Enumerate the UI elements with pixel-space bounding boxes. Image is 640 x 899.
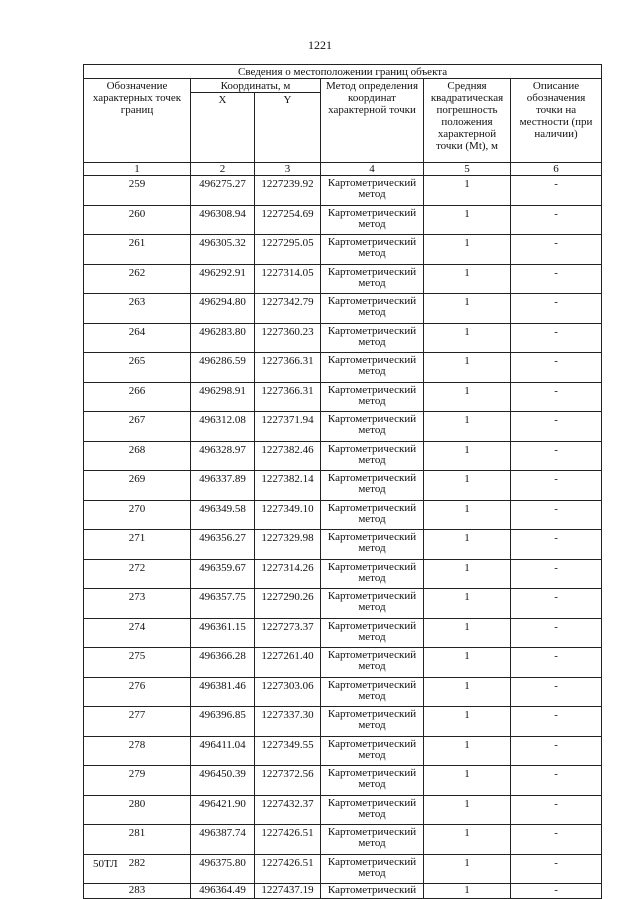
table-row [84,648,602,678]
cell-x: 496275.27 [191,176,255,206]
table-row [84,795,602,825]
table-row [84,471,602,501]
cell-x: 496375.80 [191,854,255,884]
cell-error: 1 [424,235,511,265]
cell-y: 1227371.94 [255,412,321,442]
table-row [84,176,602,206]
cell-error: 1 [424,736,511,766]
cell-description: - [511,471,602,501]
cell-point: 260 [84,205,191,235]
table-row [84,205,602,235]
cell-y: 1227426.51 [255,854,321,884]
cell-x: 496298.91 [191,382,255,412]
cell-description: - [511,677,602,707]
cell-point: 262 [84,264,191,294]
table-row [84,825,602,855]
cell-point: 267 [84,412,191,442]
cell-point: 261 [84,235,191,265]
cell-y: 1227426.51 [255,825,321,855]
cell-method: Картометрический метод [321,677,424,707]
cell-x: 496381.46 [191,677,255,707]
cell-description: - [511,235,602,265]
header-designation: Обозначение характерных точек границ [84,79,191,163]
cell-error: 1 [424,707,511,737]
cell-point: 268 [84,441,191,471]
cell-error: 1 [424,795,511,825]
cell-point: 264 [84,323,191,353]
table-row [84,323,602,353]
cell-x: 496364.49 [191,884,255,899]
cell-error: 1 [424,530,511,560]
footer-code: 50ТЛ [93,858,118,870]
cell-x: 496361.15 [191,618,255,648]
cell-x: 496337.89 [191,471,255,501]
cell-point: 276 [84,677,191,707]
cell-error: 1 [424,648,511,678]
header-y: Y [255,93,321,163]
cell-point: 277 [84,707,191,737]
cell-description: - [511,294,602,324]
cell-description: - [511,884,602,899]
cell-method: Картометрический метод [321,294,424,324]
column-number: 6 [511,163,602,176]
cell-method: Картометрический метод [321,471,424,501]
cell-method: Картометрический метод [321,264,424,294]
cell-y: 1227273.37 [255,618,321,648]
cell-x: 496312.08 [191,412,255,442]
cell-description: - [511,176,602,206]
cell-y: 1227329.98 [255,530,321,560]
table-row [84,854,602,884]
cell-method: Картометрический метод [321,854,424,884]
table-row [84,530,602,560]
cell-y: 1227303.06 [255,677,321,707]
cell-error: 1 [424,559,511,589]
table-row [84,559,602,589]
cell-error: 1 [424,382,511,412]
cell-description: - [511,382,602,412]
cell-description: - [511,736,602,766]
cell-method: Картометрический метод [321,766,424,796]
header-description: Описание обозначения точки на местности (при наличии) [511,79,602,163]
cell-y: 1227337.30 [255,707,321,737]
cell-y: 1227432.37 [255,795,321,825]
cell-y: 1227382.46 [255,441,321,471]
table-row [84,412,602,442]
cell-point: 282 [84,854,191,884]
cell-x: 496359.67 [191,559,255,589]
cell-description: - [511,589,602,619]
cell-x: 496356.27 [191,530,255,560]
column-number: 3 [255,163,321,176]
boundary-points-table [83,64,602,899]
cell-description: - [511,530,602,560]
cell-point: 281 [84,825,191,855]
cell-y: 1227366.31 [255,353,321,383]
cell-point: 263 [84,294,191,324]
cell-point: 270 [84,500,191,530]
column-number: 1 [84,163,191,176]
cell-y: 1227382.14 [255,471,321,501]
cell-point: 259 [84,176,191,206]
cell-description: - [511,205,602,235]
cell-x: 496349.58 [191,500,255,530]
cell-point: 280 [84,795,191,825]
cell-description: - [511,500,602,530]
cell-x: 496328.97 [191,441,255,471]
cell-y: 1227314.26 [255,559,321,589]
cell-y: 1227314.05 [255,264,321,294]
header-row [84,79,602,93]
cell-x: 496308.94 [191,205,255,235]
cell-error: 1 [424,677,511,707]
cell-point: 265 [84,353,191,383]
cell-error: 1 [424,294,511,324]
cell-y: 1227261.40 [255,648,321,678]
cell-method: Картометрический метод [321,530,424,560]
table-title-row [84,65,602,79]
cell-y: 1227349.10 [255,500,321,530]
page-number: 1221 [308,38,332,52]
table-row [84,884,602,899]
cell-method: Картометрический метод [321,795,424,825]
cell-point: 271 [84,530,191,560]
cell-description: - [511,618,602,648]
cell-method: Картометрический метод [321,353,424,383]
cell-point: 272 [84,559,191,589]
cell-error: 1 [424,825,511,855]
table-row [84,707,602,737]
table-row [84,264,602,294]
cell-description: - [511,795,602,825]
cell-description: - [511,412,602,442]
table-row [84,766,602,796]
column-number-row [84,163,602,176]
table-row [84,736,602,766]
cell-method: Картометрический метод [321,736,424,766]
cell-point: 275 [84,648,191,678]
cell-error: 1 [424,353,511,383]
cell-method: Картометрический метод [321,176,424,206]
cell-point: 283 [84,884,191,899]
column-number: 5 [424,163,511,176]
cell-method: Картометрический метод [321,412,424,442]
cell-error: 1 [424,884,511,899]
cell-x: 496292.91 [191,264,255,294]
header-method: Метод определения координат характерной точки [321,79,424,163]
cell-error: 1 [424,618,511,648]
cell-description: - [511,441,602,471]
cell-description: - [511,766,602,796]
column-number: 4 [321,163,424,176]
cell-y: 1227437.19 [255,884,321,899]
cell-error: 1 [424,766,511,796]
cell-description: - [511,353,602,383]
cell-point: 279 [84,766,191,796]
table-row [84,382,602,412]
cell-x: 496421.90 [191,795,255,825]
cell-y: 1227366.31 [255,382,321,412]
cell-description: - [511,648,602,678]
table-row [84,235,602,265]
cell-error: 1 [424,500,511,530]
cell-method: Картометрический метод [321,205,424,235]
cell-error: 1 [424,264,511,294]
cell-x: 496387.74 [191,825,255,855]
cell-error: 1 [424,441,511,471]
header-x: X [191,93,255,163]
cell-description: - [511,854,602,884]
cell-x: 496357.75 [191,589,255,619]
cell-point: 273 [84,589,191,619]
cell-y: 1227360.23 [255,323,321,353]
cell-method: Картометрический метод [321,825,424,855]
cell-description: - [511,825,602,855]
table-title: Сведения о местоположении границ объекта [84,65,602,79]
table-row [84,441,602,471]
table-row [84,677,602,707]
cell-x: 496294.80 [191,294,255,324]
cell-description: - [511,264,602,294]
cell-description: - [511,707,602,737]
cell-error: 1 [424,412,511,442]
table-row [84,353,602,383]
cell-point: 266 [84,382,191,412]
cell-error: 1 [424,205,511,235]
header-error: Средняя квадратическая погрешность положения характерной точки (Mt), м [424,79,511,163]
cell-y: 1227290.26 [255,589,321,619]
cell-x: 496305.32 [191,235,255,265]
cell-y: 1227349.55 [255,736,321,766]
cell-method: Картометрический метод [321,589,424,619]
cell-method: Картометрический метод [321,382,424,412]
table-row [84,618,602,648]
header-coordinates: Координаты, м [191,79,321,93]
cell-method: Картометрический метод [321,235,424,265]
cell-method: Картометрический метод [321,500,424,530]
cell-y: 1227372.56 [255,766,321,796]
cell-error: 1 [424,323,511,353]
table-row [84,294,602,324]
cell-x: 496283.80 [191,323,255,353]
cell-description: - [511,323,602,353]
cell-x: 496286.59 [191,353,255,383]
column-number: 2 [191,163,255,176]
cell-x: 496450.39 [191,766,255,796]
cell-method: Картометрический метод [321,707,424,737]
table-row [84,500,602,530]
cell-y: 1227239.92 [255,176,321,206]
cell-method: Картометрический метод [321,648,424,678]
cell-x: 496411.04 [191,736,255,766]
cell-y: 1227295.05 [255,235,321,265]
cell-error: 1 [424,471,511,501]
cell-method: Картометрический метод [321,441,424,471]
cell-point: 278 [84,736,191,766]
cell-error: 1 [424,176,511,206]
cell-point: 274 [84,618,191,648]
cell-description: - [511,559,602,589]
cell-x: 496366.28 [191,648,255,678]
cell-error: 1 [424,589,511,619]
cell-y: 1227254.69 [255,205,321,235]
table-row [84,589,602,619]
cell-method: Картометрический метод [321,618,424,648]
cell-method: Картометрический метод [321,559,424,589]
cell-x: 496396.85 [191,707,255,737]
cell-point: 269 [84,471,191,501]
cell-method: Картометрический метод [321,323,424,353]
cell-method: Картометрический [321,884,424,899]
cell-error: 1 [424,854,511,884]
cell-y: 1227342.79 [255,294,321,324]
